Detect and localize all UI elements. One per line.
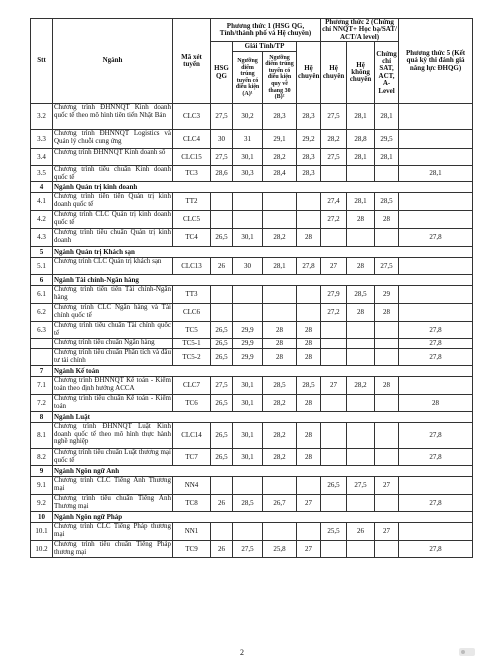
program-name: Chương trình CLC Quản trị khách sạn [53, 258, 173, 275]
score-hsg-qg: 27,5 [211, 377, 233, 395]
program-name: Chương trình ĐHNNQT Kinh doanh quốc tế theo mô hình tiên tiến Nhật Bản [53, 104, 173, 130]
table-row [31, 395, 473, 412]
score-nguong-a: 30,1 [233, 449, 263, 466]
program-name: Chương trình tiêu chuẩn Kế toán - Kiểm toán [53, 395, 173, 412]
program-name: Chương trình tiêu chuẩn Quản trị kinh doanh [53, 229, 173, 247]
section-header-row [31, 512, 473, 523]
score-he-chuyen-pt1: 28 [297, 449, 321, 466]
score-pt5 [399, 104, 473, 130]
score-nguong-a: 31 [233, 130, 263, 149]
score-he-chuyen-pt2 [321, 495, 347, 512]
program-name: Chương trình ĐHNNQT Luật Kinh doanh quốc tế theo mô hình thực hành nghề nghiệp [53, 423, 173, 449]
score-he-chuyen-pt1 [297, 211, 321, 229]
header-chung-chi: Chứng chỉ SAT, ACT, A-Level [375, 42, 399, 104]
section-number: 8 [31, 412, 53, 423]
program-code: CLC7 [173, 377, 211, 395]
score-pt5 [399, 130, 473, 149]
program-code: TC3 [173, 166, 211, 182]
score-he-khong-chuyen [347, 229, 375, 247]
score-he-khong-chuyen: 28,1 [347, 149, 375, 166]
header-he-chuyen: Hệ chuyên [297, 42, 321, 104]
score-hsg-qg: 26 [211, 495, 233, 512]
score-chung-chi [375, 495, 399, 512]
score-nguong-b [263, 211, 297, 229]
score-he-khong-chuyen: 26 [347, 523, 375, 541]
table-row [31, 377, 473, 395]
score-nguong-b: 28 [263, 322, 297, 339]
score-he-khong-chuyen: 28 [347, 211, 375, 229]
score-hsg-qg: 26,5 [211, 449, 233, 466]
score-he-chuyen-pt2: 26,5 [321, 477, 347, 495]
program-name: Chương trình tiêu chuẩn Kinh doanh quốc tế [54, 165, 171, 181]
table-row [31, 339, 473, 349]
score-he-chuyen-pt1: 28,3 [297, 104, 321, 130]
score-he-chuyen-pt2 [321, 229, 347, 247]
row-stt: 6.1 [31, 286, 53, 304]
score-nguong-a: 29,9 [233, 339, 263, 349]
table-row [31, 322, 473, 339]
score-chung-chi [375, 449, 399, 466]
score-he-chuyen-pt1: 29,2 [297, 130, 321, 149]
table-row [31, 349, 473, 366]
score-nguong-b: 28,2 [263, 423, 297, 449]
admission-score-table [30, 18, 473, 558]
table-body [31, 104, 473, 558]
score-nguong-b: 29,1 [263, 130, 297, 149]
score-chung-chi [375, 541, 399, 558]
row-stt: 8.2 [31, 449, 53, 466]
program-name: Chương trình ĐHNNQT Logistics và Quản lý chuỗi cung ứng [53, 130, 173, 149]
section-header-row [31, 412, 473, 423]
program-code: TT2 [173, 193, 211, 211]
table-row [31, 149, 473, 166]
program-code: TC5 [173, 322, 211, 339]
score-he-khong-chuyen: 28,8 [347, 130, 375, 149]
table-row [31, 541, 473, 558]
score-nguong-a: 29,9 [233, 322, 263, 339]
score-he-khong-chuyen [347, 395, 375, 412]
score-hsg-qg: 26,5 [211, 229, 233, 247]
header-he-chuyen-2: Hệ chuyên [321, 42, 347, 104]
score-he-chuyen-pt1: 28 [297, 322, 321, 339]
row-stt [31, 349, 53, 366]
score-pt5 [399, 193, 473, 211]
score-nguong-b [263, 286, 297, 304]
score-he-chuyen-pt2: 28,2 [321, 130, 347, 149]
score-he-khong-chuyen [347, 495, 375, 512]
header-nguong-a: Ngưỡng điểm trúng tuyển có điều kiện (A)¹ [233, 52, 263, 104]
score-hsg-qg: 26,5 [211, 339, 233, 349]
score-hsg-qg: 26,5 [211, 423, 233, 449]
score-nguong-a [233, 211, 263, 229]
score-pt5: 27,8 [399, 495, 473, 512]
row-stt: 3.5 [31, 166, 53, 182]
watermark-logo [458, 646, 476, 658]
program-name: Chương trình CLC Quản trị kinh doanh quốc tế [53, 211, 173, 229]
score-hsg-qg [211, 523, 233, 541]
score-pt5: 27,8 [399, 339, 473, 349]
score-he-chuyen-pt1 [297, 477, 321, 495]
table-row [31, 211, 473, 229]
program-name: Chương trình tiêu chuẩn Tiếng Anh Thương mại [53, 495, 173, 512]
section-number: 7 [31, 366, 53, 377]
section-header-row [31, 247, 473, 258]
score-he-chuyen-pt2 [321, 449, 347, 466]
section-header-row [31, 275, 473, 286]
score-chung-chi: 29 [375, 286, 399, 304]
score-he-chuyen-pt2: 25,5 [321, 523, 347, 541]
score-hsg-qg: 27,5 [211, 149, 233, 166]
program-name: Chương trình ĐHNNQT Kế toán - Kiểm toán theo định hướng ACCA [53, 377, 173, 395]
program-code: NN1 [173, 523, 211, 541]
program-code: TC5-2 [173, 349, 211, 366]
program-code: TC5-1 [173, 339, 211, 349]
row-stt: 10.2 [31, 541, 53, 558]
score-he-chuyen-pt1: 27 [297, 495, 321, 512]
score-he-khong-chuyen [347, 423, 375, 449]
table-row [31, 104, 473, 130]
row-stt: 3.2 [31, 104, 53, 130]
section-header-row [31, 466, 473, 477]
program-code: CLC4 [173, 130, 211, 149]
score-chung-chi [375, 395, 399, 412]
score-chung-chi [375, 349, 399, 366]
score-chung-chi [375, 339, 399, 349]
row-stt: 6.3 [31, 322, 53, 339]
score-nguong-b: 28 [263, 349, 297, 366]
row-stt: 3.4 [31, 149, 53, 166]
score-he-khong-chuyen [347, 541, 375, 558]
score-pt5 [399, 258, 473, 275]
score-chung-chi: 28 [375, 304, 399, 322]
score-he-chuyen-pt1: 27,8 [297, 258, 321, 275]
table-row [31, 258, 473, 275]
score-chung-chi [375, 229, 399, 247]
score-nguong-b: 28 [263, 339, 297, 349]
score-hsg-qg [211, 477, 233, 495]
program-name: Chương trình tiêu chuẩn Phân tích và đầu tư tài chính [53, 349, 173, 366]
score-pt5: 27,8 [399, 229, 473, 247]
score-he-chuyen-pt2 [321, 541, 347, 558]
header-phuong-thuc-2: Phương thức 2 (Chứng chỉ NNQT+ Học bạ/SAT/ ACT/A level) [322, 18, 397, 41]
row-stt: 8.1 [31, 423, 53, 449]
program-name: Chương trình ĐHNNQT Kinh doanh số [53, 149, 173, 166]
table-row [31, 423, 473, 449]
score-pt5 [399, 211, 473, 229]
score-chung-chi [375, 423, 399, 449]
row-stt: 3.3 [31, 130, 53, 149]
section-number: 6 [31, 275, 53, 286]
score-chung-chi [375, 166, 399, 182]
section-number: 5 [31, 247, 53, 258]
program-code: TC4 [173, 229, 211, 247]
page-number: 2 [240, 648, 244, 657]
row-stt: 7.1 [31, 377, 53, 395]
score-he-khong-chuyen: 28,1 [347, 104, 375, 130]
score-he-chuyen-pt2: 27,5 [321, 149, 347, 166]
score-nguong-a [233, 193, 263, 211]
score-nguong-a: 30,1 [233, 423, 263, 449]
score-chung-chi: 28 [375, 211, 399, 229]
score-he-khong-chuyen: 28,5 [347, 286, 375, 304]
section-title: Ngành Ngôn ngữ Anh [53, 466, 473, 477]
program-code: TT3 [173, 286, 211, 304]
score-hsg-qg: 26 [211, 541, 233, 558]
score-nguong-b: 28,2 [263, 395, 297, 412]
table-row [31, 193, 473, 211]
score-he-chuyen-pt1 [297, 304, 321, 322]
score-he-chuyen-pt1: 28 [297, 395, 321, 412]
score-he-khong-chuyen [347, 166, 375, 182]
score-pt5: 27,8 [399, 541, 473, 558]
score-pt5 [399, 477, 473, 495]
score-he-chuyen-pt2: 27 [321, 258, 347, 275]
row-stt: 6.2 [31, 304, 53, 322]
score-he-chuyen-pt2 [321, 322, 347, 339]
score-he-chuyen-pt2 [321, 349, 347, 366]
program-name: Chương trình CLC Ngân hàng và Tài chính quốc tế [53, 304, 173, 322]
row-stt: 9.1 [31, 477, 53, 495]
score-nguong-b: 26,7 [263, 495, 297, 512]
section-title: Ngành Tài chính-Ngân hàng [53, 275, 473, 286]
row-stt: 4.3 [31, 229, 53, 247]
score-nguong-a [233, 304, 263, 322]
score-nguong-a: 30,3 [233, 166, 263, 182]
score-he-chuyen-pt2 [321, 395, 347, 412]
row-stt [31, 339, 53, 349]
program-name: Chương trình tiên tiến Tài chính-Ngân hàng [53, 286, 173, 304]
score-he-chuyen-pt2 [321, 166, 347, 182]
table-row [31, 304, 473, 322]
score-pt5 [399, 523, 473, 541]
score-nguong-b [263, 523, 297, 541]
score-he-khong-chuyen: 28,2 [347, 377, 375, 395]
row-stt: 10.1 [31, 523, 53, 541]
section-title: Ngành Luật [53, 412, 473, 423]
score-he-chuyen-pt1: 28 [297, 339, 321, 349]
header-ma-xet-tuyen: Mã xét tuyển [173, 19, 211, 104]
score-chung-chi: 29,5 [375, 130, 399, 149]
program-name: Chương trình tiêu chuẩn Tiếng Pháp thương mại [53, 541, 173, 558]
score-he-chuyen-pt1 [297, 193, 321, 211]
score-hsg-qg [211, 193, 233, 211]
program-name: Chương trình CLC Tiếng Pháp thương mại [53, 523, 173, 541]
section-title: Ngành Quản trị kinh doanh [53, 182, 473, 193]
score-nguong-a: 30,1 [233, 229, 263, 247]
score-he-chuyen-pt1 [297, 523, 321, 541]
score-nguong-b [263, 477, 297, 495]
program-name: Chương trình tiên tiến Quản trị kinh doanh quốc tế [53, 193, 173, 211]
program-code: CLC15 [173, 149, 211, 166]
score-nguong-b: 25,8 [263, 541, 297, 558]
score-hsg-qg: 26 [211, 258, 233, 275]
score-he-khong-chuyen: 28 [347, 304, 375, 322]
score-nguong-a: 30,2 [233, 104, 263, 130]
header-stt: Stt [31, 19, 53, 104]
row-stt: 4.1 [31, 193, 53, 211]
score-he-chuyen-pt1: 28 [297, 423, 321, 449]
score-nguong-b: 28,1 [263, 258, 297, 275]
score-he-khong-chuyen [347, 349, 375, 366]
score-hsg-qg: 26,5 [211, 349, 233, 366]
score-chung-chi [375, 322, 399, 339]
score-chung-chi: 27 [375, 523, 399, 541]
header-hsg-qg: HSG QG [211, 42, 233, 104]
score-nguong-a: 30 [233, 258, 263, 275]
score-hsg-qg: 28,6 [211, 166, 233, 182]
score-chung-chi: 28,1 [375, 104, 399, 130]
score-he-khong-chuyen: 28 [347, 258, 375, 275]
row-stt: 9.2 [31, 495, 53, 512]
table-row [31, 477, 473, 495]
score-nguong-a: 27,5 [233, 541, 263, 558]
section-header-row [31, 182, 473, 193]
header-phuong-thuc-5: Phương thức 5 (Kết quả kỳ thi đánh giá năng lực ĐHQG) [399, 19, 473, 104]
section-number: 9 [31, 466, 53, 477]
score-nguong-b [263, 193, 297, 211]
score-he-chuyen-pt1: 27 [297, 541, 321, 558]
score-nguong-a [233, 286, 263, 304]
section-title: Ngành Ngôn ngữ Pháp [53, 512, 473, 523]
score-pt5 [399, 149, 473, 166]
score-hsg-qg [211, 286, 233, 304]
score-nguong-a: 30,1 [233, 149, 263, 166]
score-nguong-b: 28,2 [263, 449, 297, 466]
section-title: Ngành Kế toán [53, 366, 473, 377]
table-row [31, 523, 473, 541]
score-he-chuyen-pt1: 28,3 [297, 149, 321, 166]
table-row [31, 286, 473, 304]
score-nguong-a [233, 477, 263, 495]
score-chung-chi: 28 [375, 377, 399, 395]
score-chung-chi: 27 [375, 477, 399, 495]
score-hsg-qg: 30 [211, 130, 233, 149]
program-name: Chương trình tiêu chuẩn Tài chính quốc tế [53, 322, 173, 339]
score-he-khong-chuyen: 27,5 [347, 477, 375, 495]
score-he-chuyen-pt1: 28 [297, 229, 321, 247]
score-pt5: 27,8 [399, 449, 473, 466]
program-code: NN4 [173, 477, 211, 495]
section-title: Ngành Quản trị Khách sạn [53, 247, 473, 258]
table-row [31, 229, 473, 247]
score-hsg-qg: 26,5 [211, 322, 233, 339]
score-hsg-qg: 27,5 [211, 104, 233, 130]
score-nguong-a: 28,5 [233, 495, 263, 512]
program-name: Chương trình CLC Tiếng Anh Thương mại [53, 477, 173, 495]
score-he-chuyen-pt1: 28 [297, 349, 321, 366]
section-number: 4 [31, 182, 53, 193]
score-he-khong-chuyen [347, 339, 375, 349]
row-stt: 5.1 [31, 258, 53, 275]
score-pt5: 28 [399, 395, 473, 412]
section-header-row [31, 366, 473, 377]
score-nguong-a: 29,9 [233, 349, 263, 366]
score-he-chuyen-pt1: 28,5 [297, 377, 321, 395]
score-chung-chi: 27,5 [375, 258, 399, 275]
score-nguong-b: 28,4 [263, 166, 297, 182]
table-row [31, 449, 473, 466]
score-nguong-a: 30,1 [233, 377, 263, 395]
score-nguong-b: 28,2 [263, 149, 297, 166]
header-nganh: Ngành [53, 19, 173, 104]
score-he-chuyen-pt2: 27,5 [321, 104, 347, 130]
score-nguong-b [263, 304, 297, 322]
score-hsg-qg [211, 211, 233, 229]
row-stt: 7.2 [31, 395, 53, 412]
score-pt5: 27,8 [399, 322, 473, 339]
program-code: TC9 [173, 541, 211, 558]
header-giai-tinh: Giải Tỉnh/TP [233, 42, 297, 52]
score-he-chuyen-pt2: 27,2 [321, 304, 347, 322]
score-nguong-b: 28,5 [263, 377, 297, 395]
header-phuong-thuc-1: Phương thức 1 (HSG QG, Tỉnh/thành phố và Hệ chuyên) [211, 19, 321, 42]
score-chung-chi: 28,1 [375, 149, 399, 166]
score-hsg-qg [211, 304, 233, 322]
program-name: Chương trình tiêu chuẩn Luật thương mại quốc tế [53, 449, 173, 466]
program-code: CLC3 [173, 104, 211, 130]
program-code: TC6 [173, 395, 211, 412]
score-pt5 [399, 286, 473, 304]
score-he-chuyen-pt2: 27 [321, 377, 347, 395]
score-pt5: 28,1 [399, 166, 473, 182]
score-he-chuyen-pt2 [321, 423, 347, 449]
row-stt: 4.2 [31, 211, 53, 229]
program-code: CLC5 [173, 211, 211, 229]
header-nguong-b: Ngưỡng điểm trúng tuyển có điều kiện quy về thang 30 (B)² [263, 52, 297, 104]
score-he-chuyen-pt2: 27,4 [321, 193, 347, 211]
table-row [31, 495, 473, 512]
score-he-chuyen-pt2: 27,2 [321, 211, 347, 229]
score-nguong-a: 30,1 [233, 395, 263, 412]
score-pt5 [399, 377, 473, 395]
score-he-khong-chuyen [347, 449, 375, 466]
score-he-chuyen-pt2 [321, 339, 347, 349]
program-code: TC7 [173, 449, 211, 466]
program-code: CLC6 [173, 304, 211, 322]
score-nguong-a [233, 523, 263, 541]
program-code: CLC13 [173, 258, 211, 275]
score-he-khong-chuyen [347, 322, 375, 339]
score-he-khong-chuyen: 28,1 [347, 193, 375, 211]
score-he-chuyen-pt2: 27,9 [321, 286, 347, 304]
header-he-khong-chuyen: Hệ không chuyên [347, 42, 375, 104]
table-row [31, 130, 473, 149]
score-he-chuyen-pt1 [297, 286, 321, 304]
score-nguong-b: 28,2 [263, 229, 297, 247]
program-code: CLC14 [173, 423, 211, 449]
program-code: TC8 [173, 495, 211, 512]
score-pt5 [399, 304, 473, 322]
admission-table-page [30, 18, 473, 558]
section-number: 10 [31, 512, 53, 523]
score-pt5: 27,8 [399, 423, 473, 449]
score-nguong-b: 28,3 [263, 104, 297, 130]
score-he-chuyen-pt1: 28,3 [297, 166, 321, 182]
score-hsg-qg: 26,5 [211, 395, 233, 412]
score-chung-chi: 28,5 [375, 193, 399, 211]
score-pt5: 27,8 [399, 349, 473, 366]
table-row [31, 166, 473, 182]
program-name: Chương trình tiêu chuẩn Ngân hàng [53, 339, 173, 349]
